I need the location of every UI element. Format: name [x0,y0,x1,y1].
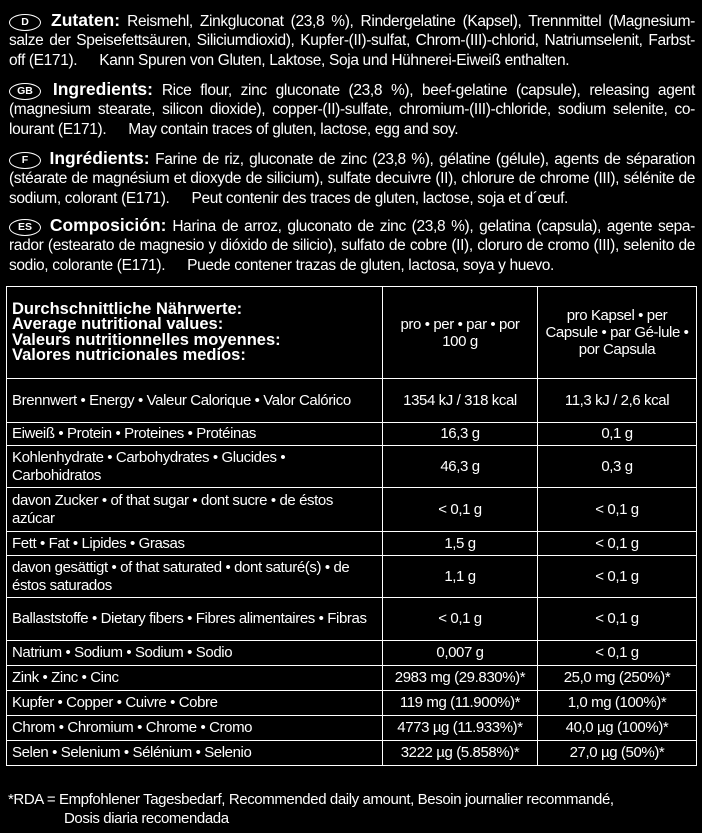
value-per-capsule: 1,0 mg (100%)* [538,691,697,716]
nutrition-row [7,598,697,641]
value-per-capsule: 11,3 kJ / 2,6 kcal [538,379,697,423]
nutrient-label: Eiweiß • Protein • Proteines • Protéinas [7,423,383,446]
nutrient-label: Chrom • Chromium • Chrome • Cromo [7,716,383,741]
nutrient-label: Ballaststoffe • Dietary fibers • Fibres alimentaires • Fibras [7,598,383,641]
allergen-note-fr: Peut contenir des traces de gluten, lactose, soja et d´œuf. [191,189,569,207]
value-per-capsule: < 0,1 g [538,532,697,556]
nutrient-label: Brennwert • Energy • Valeur Calorique • Valor Calórico [7,379,383,423]
value-per-100g: 4773 µg (11.933%)* [383,716,538,741]
value-per-100g: 2983 mg (29.830%)* [383,666,538,691]
header-per-capsule: pro Kapsel • per Capsule • par Gé-lule • por Capsula [538,287,697,379]
nutrition-row [7,532,697,556]
section-gb [9,80,695,139]
nutrient-label: davon gesättigt • of that saturated • dont saturé(s) • de éstos saturados [7,556,383,598]
value-per-100g: 3222 µg (5.858%)* [383,741,538,766]
ingredients-text-fr: Farine de riz, gluconate de zinc (23,8 %), gélatine (gélule), agents de séparation (stéarate de magnésium et dioxyde de silicium), sulfate decuivre (II), chlorure de chrome (III), sélénite de sodium, colorant (E171). [9,151,695,207]
allergen-note-de: Kann Spuren von Gluten, Laktose, Soja und Hühnerei-Eiweiß enthalten. [99,51,570,69]
section-title-fr: Ingrédients: [49,148,150,168]
value-per-capsule: 0,3 g [538,446,697,488]
ingredients-text-es: Harina de arroz, gluconato de zinc (23,8 %), gelatina (capsula), agente sepa-rador (estearato de magnesio y dióxido de silicio), sulfato de cobre (II), cloruro de cromo (III), selenito de sodio, colorante (E171). [9,218,695,274]
ingredients-text-gb: Rice flour, zinc gluconate (23,8 %), beef-gelatine (capsule), releasing agent (magnesium stearate, silicon dioxide), copper-(II)-sulfate, chromium-(III)-chloride, sodium selenite, co-lourant (E171). [9,82,695,138]
value-per-100g: 16,3 g [383,423,538,446]
value-per-100g: 1,5 g [383,532,538,556]
nutrient-label: Natrium • Sodium • Sodium • Sodio [7,641,383,666]
allergen-note-gb: May contain traces of gluten, lactose, egg and soy. [128,120,459,138]
nutrition-row [7,666,697,691]
language-badge-es: ES [9,219,41,236]
language-badge-fr: F [9,152,41,169]
nutrition-row [7,641,697,666]
rda-footnote-line1: *RDA = Empfohlener Tagesbedarf, Recommended daily amount, Besoin journalier recommandé, [8,791,614,808]
value-per-capsule: < 0,1 g [538,641,697,666]
value-per-100g: 1,1 g [383,556,538,598]
nutrient-label: Selen • Selenium • Sélénium • Selenio [7,741,383,766]
nutrition-table [6,286,697,766]
nutrient-label: Zink • Zinc • Cinc [7,666,383,691]
section-title-gb: Ingredients: [52,79,153,99]
value-per-100g: 0,007 g [383,641,538,666]
header-title-line-fr: Valeurs nutritionnelles moyennes: [12,330,281,349]
header-title-line-es: Valores nutricionales medios: [12,346,246,364]
ingredients-text-de: Reismehl, Zinkgluconat (23,8 %), Rindergelatine (Kapsel), Trennmittel (Magnesium-salze der Speisefettsäuren, Siliciumdioxid), Kupfer-(II)-sulfat, Chrom-(III)-chlorid, Natriumselenit, Farbst-off (E171). [9,13,695,69]
value-per-capsule: 40,0 µg (100%)* [538,716,697,741]
value-per-100g: < 0,1 g [383,488,538,532]
nutrition-row [7,423,697,446]
value-per-100g: 119 mg (11.900%)* [383,691,538,716]
nutrition-header-title [7,287,383,379]
nutrient-label: davon Zucker • of that sugar • dont sucre • de éstos azúcar [7,488,383,532]
value-per-100g: 46,3 g [383,446,538,488]
header-per-100g: pro • per • par • por 100 g [383,287,538,379]
allergen-note-es: Puede contener trazas de gluten, lactosa, soya y huevo. [187,256,554,274]
value-per-capsule: 27,0 µg (50%)* [538,741,697,766]
value-per-capsule: < 0,1 g [538,488,697,532]
section-title-de: Zutaten: [51,10,121,30]
section-de [9,11,695,70]
header-title-line-gb: Average nutritional values: [12,315,224,333]
value-per-100g: < 0,1 g [383,598,538,641]
value-per-capsule: < 0,1 g [538,598,697,641]
value-per-100g: 1354 kJ / 318 kcal [383,379,538,423]
value-per-capsule: < 0,1 g [538,556,697,598]
nutrient-label: Kohlenhydrate • Carbohydrates • Glucides • Carbohidratos [7,446,383,488]
header-title-line-de: Durchschnittliche Nährwerte: [12,299,243,318]
nutrition-row [7,488,697,532]
nutrition-row [7,379,697,423]
section-es [9,216,695,275]
language-badge-gb: GB [9,83,41,100]
nutrition-table-body [7,287,697,766]
nutrition-row [7,741,697,766]
nutrient-label: Fett • Fat • Lipides • Grasas [7,532,383,556]
section-fr [9,149,695,208]
rda-footnote-line2: Dosis diaria recomendada [64,810,229,827]
value-per-capsule: 0,1 g [538,423,697,446]
nutrition-row [7,446,697,488]
nutrient-label: Kupfer • Copper • Cuivre • Cobre [7,691,383,716]
rda-footnote [8,790,614,828]
value-per-capsule: 25,0 mg (250%)* [538,666,697,691]
nutrition-header-row [7,287,697,379]
nutrition-row [7,556,697,598]
nutrition-row [7,691,697,716]
nutrition-row [7,716,697,741]
language-badge-de: D [9,14,41,31]
section-title-es: Composición: [49,215,167,235]
